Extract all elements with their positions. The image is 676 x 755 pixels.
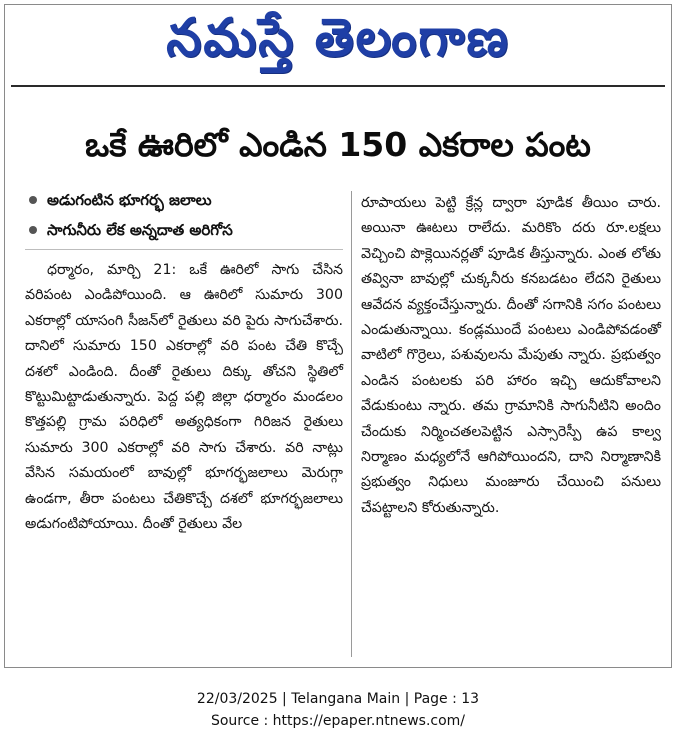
left-column [25,185,343,537]
article-body-left: ధర్మారం, మార్చి 21: ఒకే ఊరిలో సాగు చేసిన వరిపంట ఎండిపోయింది. ఆ ఊరిలో సుమారు 300 ఎకరాల్లో యాసంగి సీజన్‌లో రైతులు వరి పైరు సాగుచేశారు. దానిలో సుమారు 150 ఎకరాల్లో వరి పంట చేతి కొచ్చే దశలో ఎండింది. దీంతో రైతులు దిక్కు తోచని స్థితిలో కొట్టుమిట్టాడుతున్నారు. పెద్ద పల్లి జిల్లా ధర్మారం మండలం కొత్తపల్లి గ్రామ పరిధిలో అత్యధికంగా గిరిజన రైతులు సుమారు 300 ఎకరాల్లో వరి సాగు చేశారు. వరి నాట్లు వేసిన సమయంలో బావుల్లో భూగర్భజలాలు మెరుగ్గా ఉండగా, తీరా పంటలు చేతికొచ్చే దశలో భూగర్భజలాలు అడుగంటిపోయాయి. దీంతో రైతులు వేల [25,262,343,533]
news-clipping [4,4,672,668]
masthead-logo [5,7,671,81]
source-link[interactable]: Source : https://epaper.ntnews.com/ [210,713,466,729]
highlight-item [25,219,343,241]
article-headline: ఒకే ఊరిలో ఎండిన 150 ఎకరాల పంట [85,124,591,164]
newspaper-title: నమస్తే తెలంగాణ [166,6,510,68]
highlight-text: అడుగంటిన భూగర్భ జలాలు [47,191,212,209]
highlight-list [25,189,343,241]
article-body-right: రూపాయలు పెట్టి క్రేన్ల ద్వారా పూడిక తీయిం చారు. అయినా ఊటలు రాలేదు. మరికొం దరు రూ.లక్షలు వెచ్చించి పొక్లెయినర్లతో పూడిక తీస్తున్నారు. ఎంత లోతు తవ్వినా బావుల్లో చుక్కనీరు కనబడటం లేదని రైతులు ఆవేదన వ్యక్తంచేస్తున్నారు. దీంతో సగానికి సగం పంటలు ఎండుతున్నాయి. కండ్లముందే పంటలు ఎండిపోవడంతో వాటిలో గొర్రెలు, పశువులను మేపుతు న్నారు. ప్రభుత్వం ఎండిన పంటలకు పరి హారం ఇచ్చి ఆదుకోవాలని వేడుకుంటు న్నారు. తమ గ్రామానికి సాగునీటిని అందిం చేందుకు నిర్మించతలపెట్టిన ఎస్సారెస్పీ ఉప కాల్వ నిర్మాణం మధ్యలోనే ఆగిపోయిందని, దాని నిర్మాణానికి ప్రభుత్వం నిధులు మంజూరు చేయించి పనులు చేపట్టాలని కోరుతున్నారు. [361,195,661,516]
masthead-rule [11,85,665,87]
highlight-item [25,189,343,211]
column-divider [351,191,352,657]
right-column [361,191,661,521]
bullet-dot-icon [29,226,37,234]
edition-info: 22/03/2025 | Telangana Main | Page : 13 [196,691,480,707]
bullet-dot-icon [29,196,37,204]
highlight-text: సాగునీరు లేక అన్నదాత అరిగోస [47,221,233,239]
source-footer [0,688,676,732]
highlight-separator [25,249,343,250]
